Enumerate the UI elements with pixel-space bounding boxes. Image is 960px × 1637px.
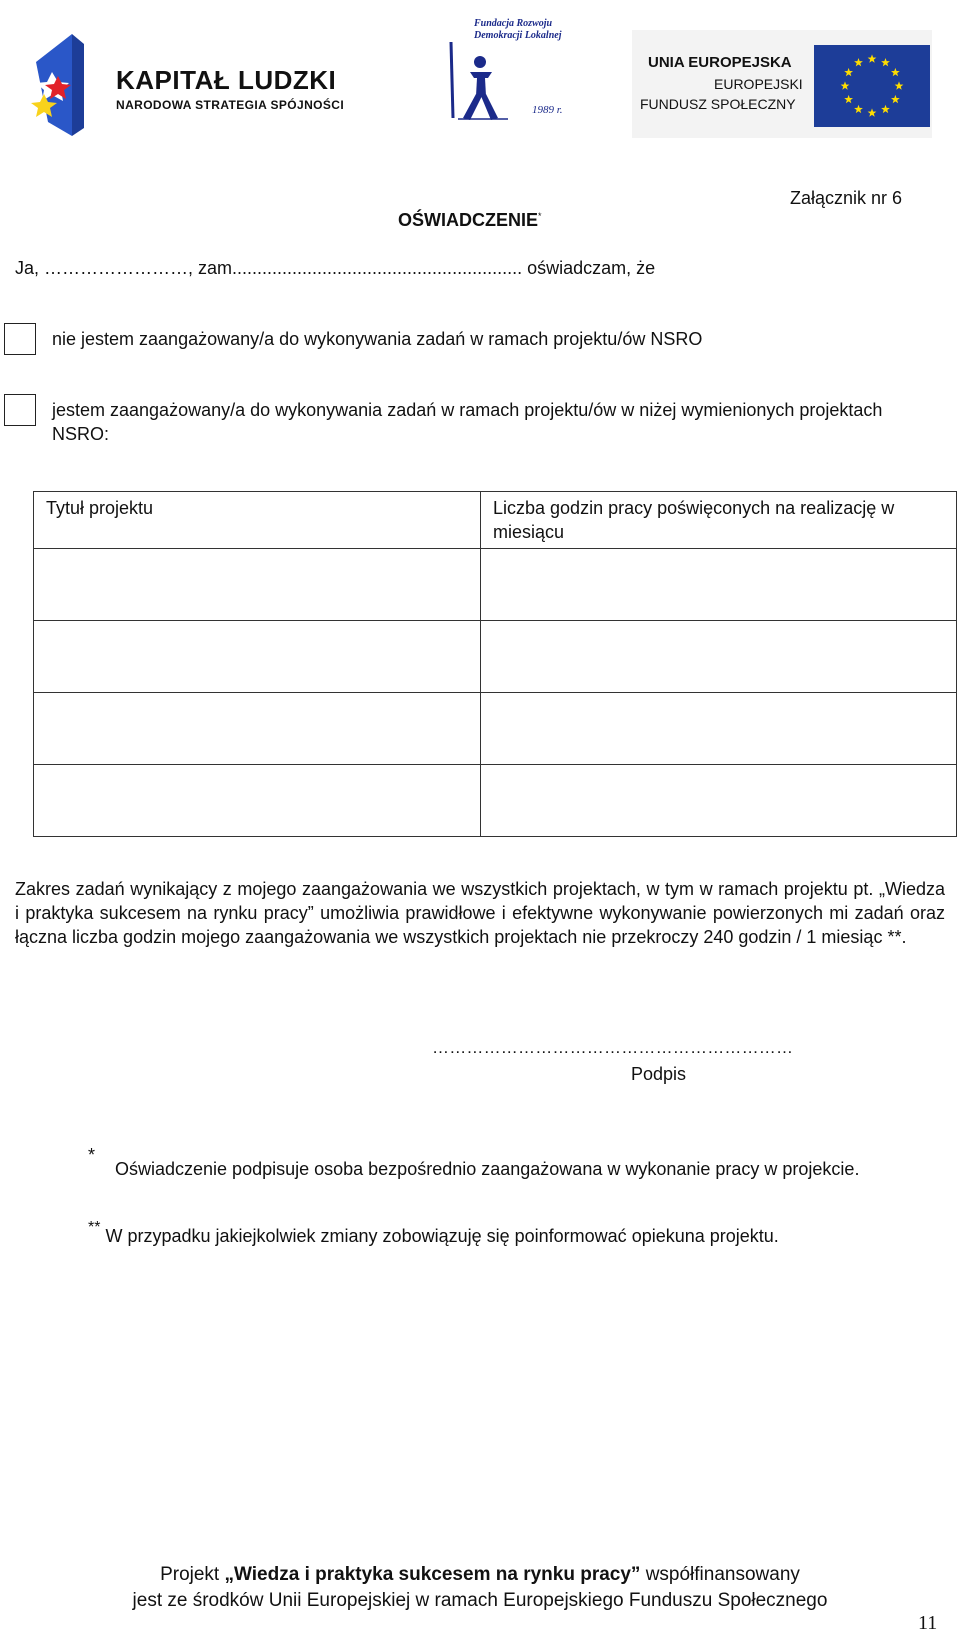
footer-line2: jest ze środków Unii Europejskiej w ramach Europejskiego Funduszu Społecznego — [132, 1590, 828, 1611]
table-row — [34, 765, 957, 837]
header-hours-per-month: Liczba godzin pracy poświęconych na realizację w miesiącu — [481, 492, 957, 549]
footer-project-title: „Wiedza i praktyka sukcesem na rynku pracy” — [224, 1564, 641, 1585]
table-header-row — [34, 492, 957, 549]
eu-star-icon — [891, 95, 900, 103]
eu-star-icon — [854, 105, 863, 113]
cell-hours[interactable] — [481, 693, 957, 765]
option-not-engaged-label: nie jestem zaangażowany/a do wykonywania zadań w ramach projektu/ów NSRO — [52, 329, 703, 349]
signature-label: Podpis — [631, 1064, 687, 1084]
eu-logo-line2: EUROPEJSKI — [714, 76, 803, 92]
eu-star-icon — [881, 105, 890, 113]
kapital-ludzki-star-mark-icon — [28, 32, 118, 137]
footnote-1 — [88, 1145, 945, 1182]
table-row — [34, 693, 957, 765]
footer-prefix: Projekt — [160, 1564, 225, 1585]
table-row — [34, 621, 957, 693]
footnote-2-text: W przypadku jakiejkolwiek zmiany zobowiązuję się poinformować opiekuna projektu. — [105, 1226, 779, 1246]
checkbox-not-engaged[interactable] — [4, 323, 36, 355]
eu-star-icon — [841, 81, 850, 89]
projects-table — [33, 491, 957, 837]
checkbox-engaged[interactable] — [4, 394, 36, 426]
fundacja-name-line1: Fundacja Rozwoju — [474, 18, 553, 29]
walking-figure-icon — [448, 38, 518, 120]
eu-star-icon — [868, 108, 877, 116]
cell-project-title[interactable] — [34, 693, 481, 765]
cell-project-title[interactable] — [34, 621, 481, 693]
fundacja-logo — [448, 12, 578, 120]
footnote-2-mark: ** — [88, 1219, 101, 1236]
fundacja-name-line2: Demokracji Lokalnej — [474, 30, 562, 41]
page-number: 11 — [918, 1612, 938, 1634]
eu-star-icon — [844, 95, 853, 103]
kapital-ludzki-title: KAPITAŁ LUDZKI — [116, 65, 337, 95]
eu-logo-line1: UNIA EUROPEJSKA — [648, 54, 792, 71]
header-project-title: Tytuł projektu — [34, 492, 481, 549]
eu-star-icon — [844, 68, 853, 76]
eu-star-icon — [881, 58, 890, 66]
eu-star-icon — [891, 68, 900, 76]
eu-logo — [632, 30, 932, 138]
cell-project-title[interactable] — [34, 549, 481, 621]
cell-hours[interactable] — [481, 765, 957, 837]
eu-logo-line3: FUNDUSZ SPOŁECZNY — [640, 96, 796, 112]
declaration-line: Ja, ……………………, zam.......................................................... oświadczam, że — [15, 258, 656, 278]
kapital-ludzki-logo — [28, 32, 348, 137]
footnote-2 — [88, 1219, 779, 1247]
footnote-1-mark: * — [88, 1145, 96, 1165]
table-row — [34, 549, 957, 621]
eu-star-icon — [868, 54, 877, 62]
kapital-ludzki-subtitle: NARODOWA STRATEGIA SPÓJNOŚCI — [116, 98, 345, 112]
footer-line1 — [0, 1564, 960, 1586]
option-engaged-label: jestem zaangażowany/a do wykonywania zadań w ramach projektu/ów w niżej wymienionych projektach NSRO: — [52, 400, 883, 444]
scope-paragraph: Zakres zadań wynikający z mojego zaangażowania we wszystkich projektach, w tym w ramach projektu pt. „Wiedza i praktyka sukcesem na rynku pracy” umożliwia prawidłowe i efektywne wykonywanie powierzonych mi zadań oraz łączna liczba godzin mojego zaangażowania we wszystkich projektach nie przekroczy 240 godzin / 1 miesiąc **. — [15, 879, 945, 947]
page-title-text: OŚWIADCZENIE — [398, 210, 539, 230]
footnote-1-text: Oświadczenie podpisuje osoba bezpośrednio zaangażowana w wykonanie pracy w projekcie. — [115, 1159, 860, 1179]
page-title-footnote-mark: * — [538, 211, 542, 221]
page-title — [398, 210, 542, 231]
eu-flag-icon — [814, 45, 930, 127]
eu-flag-stars — [814, 45, 930, 127]
eu-star-icon — [895, 81, 904, 89]
cell-hours[interactable] — [481, 549, 957, 621]
eu-star-icon — [854, 58, 863, 66]
cell-hours[interactable] — [481, 621, 957, 693]
fundacja-year: 1989 r. — [532, 104, 563, 116]
footer-suffix: współfinansowany — [640, 1564, 800, 1585]
cell-project-title[interactable] — [34, 765, 481, 837]
attachment-label: Załącznik nr 6 — [790, 188, 903, 208]
signature-line: ……………………………………………………… — [432, 1038, 794, 1057]
